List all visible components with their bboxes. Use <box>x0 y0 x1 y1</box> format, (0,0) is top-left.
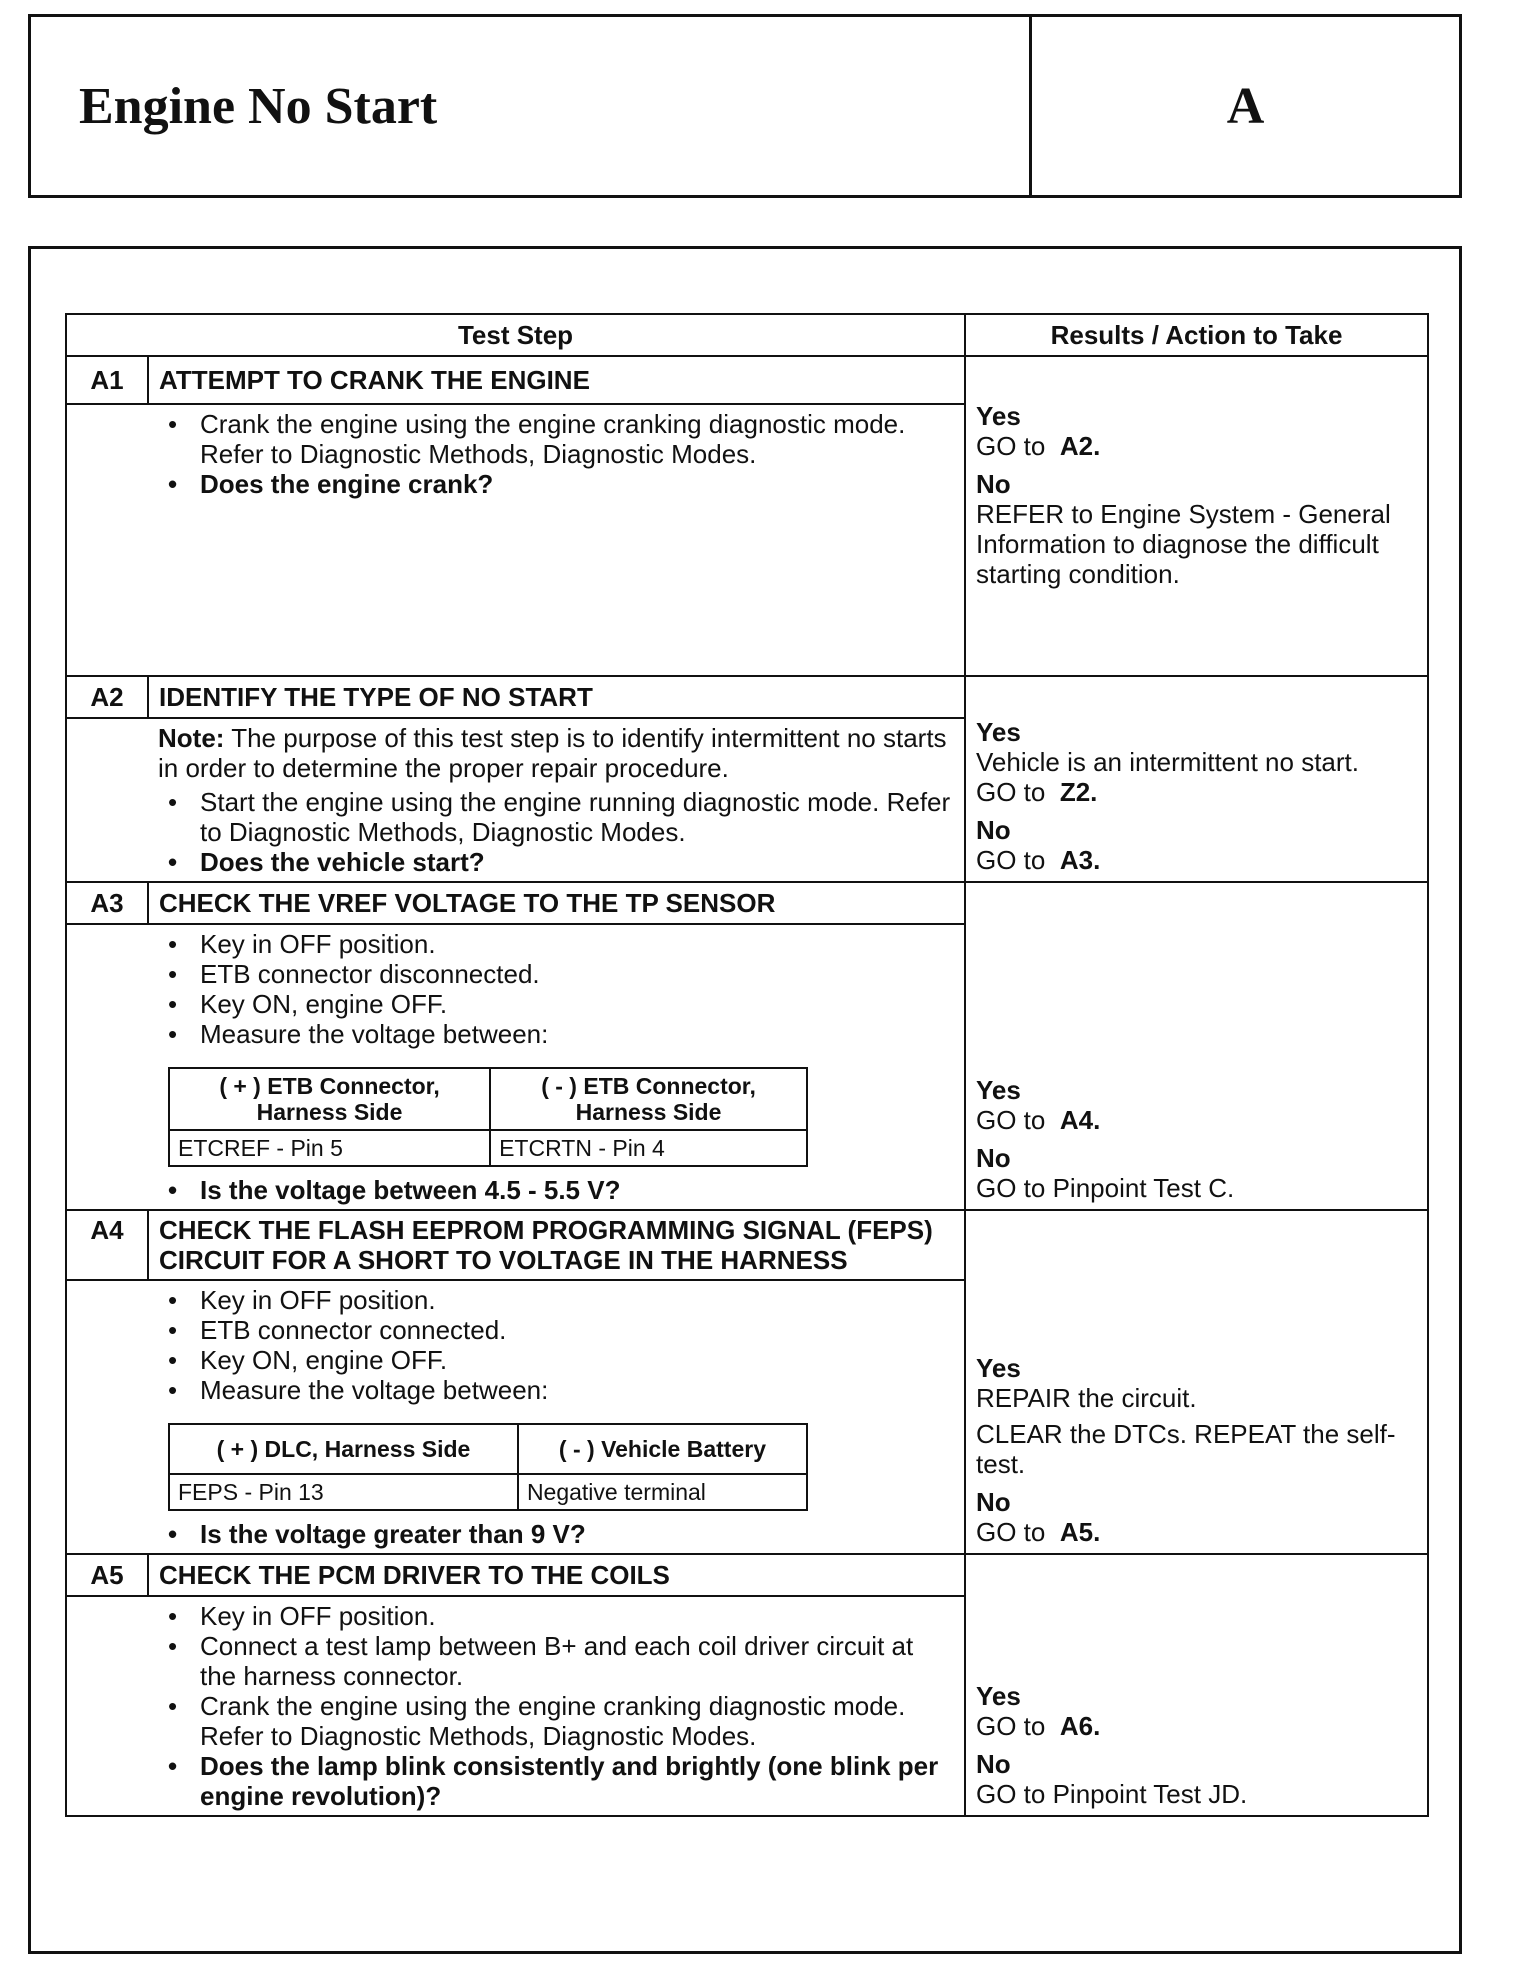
step-title: CHECK THE VREF VOLTAGE TO THE TP SENSOR <box>148 882 965 924</box>
page-header <box>28 14 1462 198</box>
yes-pre: Vehicle is an intermittent no start. <box>976 747 1359 777</box>
column-header-results: Results / Action to Take <box>965 314 1428 356</box>
step-result <box>965 356 1428 676</box>
positive-header: ( + ) ETB Connector, Harness Side <box>169 1068 490 1130</box>
yes-ref: A2. <box>1059 431 1101 461</box>
test-step-table <box>65 313 1429 1817</box>
step-body <box>148 1596 965 1816</box>
step-bullet: • Connect a test lamp between B+ and each coil driver circuit at the harness connector. <box>158 1631 954 1691</box>
step-id: A2 <box>66 676 148 718</box>
yes-text: GO to <box>976 777 1046 807</box>
no-text: GO to <box>976 1517 1046 1547</box>
step-result <box>965 676 1428 882</box>
step-result <box>965 882 1428 1210</box>
no-text: REFER to Engine System - General Information to diagnose the difficult starting condition. <box>976 499 1391 589</box>
step-bullet: • Crank the engine using the engine cranking diagnostic mode. Refer to Diagnostic Methods, Diagnostic Modes. <box>158 409 954 469</box>
yes-text: REPAIR the circuit. <box>976 1383 1197 1413</box>
yes-label: Yes <box>976 717 1021 747</box>
yes-text: GO to <box>976 1105 1046 1135</box>
yes-label: Yes <box>976 1353 1021 1383</box>
step-result <box>965 1210 1428 1554</box>
page-title: Engine No Start <box>31 17 1032 195</box>
no-label: No <box>976 1487 1011 1517</box>
yes-text: GO to <box>976 431 1046 461</box>
step-body <box>148 1280 965 1554</box>
step-id: A4 <box>66 1210 148 1280</box>
step-bullet: • Measure the voltage between: <box>158 1019 954 1049</box>
step-question: • Is the voltage greater than 9 V? <box>158 1519 954 1549</box>
no-text: GO to Pinpoint Test C. <box>976 1173 1235 1203</box>
positive-cell: FEPS - Pin 13 <box>169 1474 518 1510</box>
step-title: ATTEMPT TO CRANK THE ENGINE <box>148 356 965 404</box>
step-question: • Does the vehicle start? <box>158 847 954 877</box>
step-id: A5 <box>66 1554 148 1596</box>
yes-label: Yes <box>976 1681 1021 1711</box>
negative-header: ( - ) ETB Connector, Harness Side <box>490 1068 807 1130</box>
positive-cell: ETCREF - Pin 5 <box>169 1130 490 1166</box>
no-text: GO to <box>976 845 1046 875</box>
measurement-table <box>168 1423 808 1511</box>
step-question: • Does the engine crank? <box>158 469 954 499</box>
step-question: • Does the lamp blink consistently and brightly (one blink per engine revolution)? <box>158 1751 954 1811</box>
yes-ref: Z2. <box>1059 777 1098 807</box>
step-bullet: • Key in OFF position. <box>158 929 954 959</box>
step-bullet: • ETB connector disconnected. <box>158 959 954 989</box>
step-bullet: • Key ON, engine OFF. <box>158 1345 954 1375</box>
negative-header: ( - ) Vehicle Battery <box>518 1424 807 1474</box>
no-ref: A5. <box>1059 1517 1101 1547</box>
yes-label: Yes <box>976 1075 1021 1105</box>
yes-ref: A4. <box>1059 1105 1101 1135</box>
yes-label: Yes <box>976 401 1021 431</box>
negative-cell: Negative terminal <box>518 1474 807 1510</box>
no-text: GO to Pinpoint Test JD. <box>976 1779 1248 1809</box>
no-ref: A3. <box>1059 845 1101 875</box>
step-bullet: • Measure the voltage between: <box>158 1375 954 1405</box>
step-bullet: • Key in OFF position. <box>158 1285 954 1315</box>
no-label: No <box>976 469 1011 499</box>
yes-ref: A6. <box>1059 1711 1101 1741</box>
step-title: IDENTIFY THE TYPE OF NO START <box>148 676 965 718</box>
step-bullet: • Key in OFF position. <box>158 1601 954 1631</box>
step-bullet: • Key ON, engine OFF. <box>158 989 954 1019</box>
yes-text-2: CLEAR the DTCs. REPEAT the self-test. <box>976 1419 1396 1479</box>
step-title: CHECK THE FLASH EEPROM PROGRAMMING SIGNAL (FEPS) CIRCUIT FOR A SHORT TO VOLTAGE IN THE HARNESS <box>148 1210 965 1280</box>
step-id: A3 <box>66 882 148 924</box>
no-label: No <box>976 1143 1011 1173</box>
no-label: No <box>976 815 1011 845</box>
step-body <box>148 404 965 676</box>
positive-header: ( + ) DLC, Harness Side <box>169 1424 518 1474</box>
measurement-table <box>168 1067 808 1167</box>
step-id: A1 <box>66 356 148 404</box>
step-result <box>965 1554 1428 1816</box>
yes-text: GO to <box>976 1711 1046 1741</box>
step-body <box>148 924 965 1210</box>
content-frame <box>28 246 1462 1954</box>
step-bullet: • Crank the engine using the engine cranking diagnostic mode. Refer to Diagnostic Methods, Diagnostic Modes. <box>158 1691 954 1751</box>
column-header-test-step: Test Step <box>66 314 965 356</box>
step-title: CHECK THE PCM DRIVER TO THE COILS <box>148 1554 965 1596</box>
step-bullet: • Start the engine using the engine running diagnostic mode. Refer to Diagnostic Methods, Diagnostic Modes. <box>158 787 954 847</box>
step-bullet: • ETB connector connected. <box>158 1315 954 1345</box>
section-code: A <box>1226 77 1265 135</box>
step-body <box>148 718 965 882</box>
note-label: Note: <box>158 723 225 753</box>
note-text: The purpose of this test step is to identify intermittent no starts in order to determine the proper repair procedure. <box>158 723 947 783</box>
step-question: • Is the voltage between 4.5 - 5.5 V? <box>158 1175 954 1205</box>
negative-cell: ETCRTN - Pin 4 <box>490 1130 807 1166</box>
no-label: No <box>976 1749 1011 1779</box>
